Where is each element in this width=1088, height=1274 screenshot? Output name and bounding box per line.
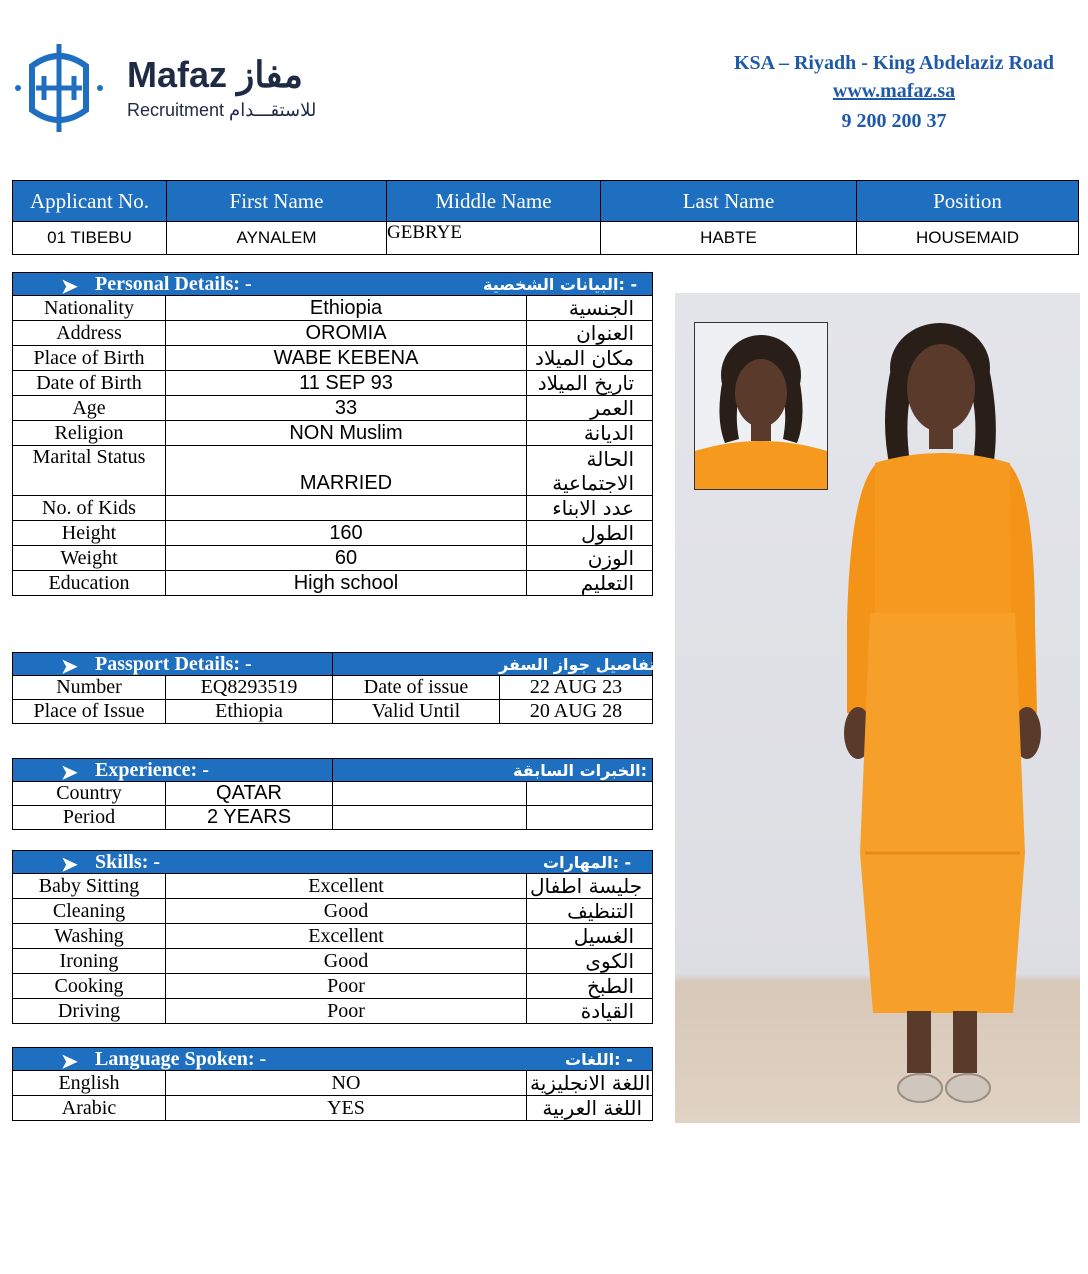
language-value: NO (166, 1071, 527, 1096)
personal-details-header (13, 273, 653, 296)
issue-date-label: Date of issue (333, 676, 500, 700)
company-address: KSA – Riyadh - King Abdelaziz Road (733, 52, 1055, 74)
languages-table (12, 1047, 653, 1121)
weight-label: Weight (13, 546, 166, 571)
section-title: Passport Details: - (95, 653, 252, 675)
country-label: Country (13, 782, 166, 806)
skill-row (13, 874, 653, 899)
kids-label-ar: عدد الابناء (527, 496, 653, 521)
personal-row (13, 346, 653, 371)
section-title: Language Spoken: - (95, 1048, 267, 1070)
date-of-birth-label-ar: تاريخ الميلاد (527, 371, 653, 396)
height-label: Height (13, 521, 166, 546)
experience-row (13, 806, 653, 830)
section-title-ar: اللغات: - (565, 1050, 633, 1069)
arrow-icon: ➤ (61, 656, 78, 678)
marital-status-label-ar (527, 446, 653, 496)
skill-level: Good (166, 949, 527, 974)
kids-value (166, 496, 527, 521)
brand-subtitle: Recruitment للاستقـــدام (127, 100, 317, 120)
valid-until-label: Valid Until (333, 700, 500, 724)
language-label: Arabic (13, 1096, 166, 1121)
skill-label: Washing (13, 924, 166, 949)
passport-header (13, 653, 653, 676)
applicant-values-row (13, 222, 1079, 255)
skill-label-ar: الطبخ (527, 974, 653, 999)
marital-status-label: Marital Status (13, 446, 166, 496)
language-row (13, 1071, 653, 1096)
height-label-ar: الطول (527, 521, 653, 546)
languages-header (13, 1048, 653, 1071)
period-value: 2 YEARS (166, 806, 333, 830)
address-value: OROMIA (166, 321, 527, 346)
section-title-ar: الخبرات السابقة: - (513, 761, 660, 780)
header-position: Position (857, 181, 1079, 222)
skill-label: Cleaning (13, 899, 166, 924)
place-of-birth-label: Place of Birth (13, 346, 166, 371)
nationality-label: Nationality (13, 296, 166, 321)
skill-row (13, 999, 653, 1024)
arrow-icon: ➤ (61, 1051, 78, 1073)
section-title-ar: تفاصيل جواز السفر: - (499, 655, 675, 674)
skill-level: Excellent (166, 924, 527, 949)
mafaz-emblem-icon (14, 36, 114, 140)
skill-label: Ironing (13, 949, 166, 974)
skill-label-ar: جليسة اطفال (527, 874, 653, 899)
header-applicant-no: Applicant No. (13, 181, 167, 222)
language-label-ar: اللغة الانجليزية (527, 1071, 653, 1096)
place-of-birth-label-ar: مكان الميلاد (527, 346, 653, 371)
personal-row (13, 571, 653, 596)
date-of-birth-value: 11 SEP 93 (166, 371, 527, 396)
header-middle-name: Middle Name (387, 181, 601, 222)
personal-details-table (12, 272, 653, 596)
section-title: Experience: - (95, 759, 209, 781)
skill-row (13, 949, 653, 974)
empty-cell (333, 806, 527, 830)
marital-ar-line1: الحالة (586, 446, 635, 471)
passport-photo (694, 322, 828, 490)
age-label: Age (13, 396, 166, 421)
empty-cell (527, 782, 653, 806)
country-value: QATAR (166, 782, 333, 806)
portrait-icon (695, 323, 827, 489)
language-label-ar: اللغة العربية (527, 1096, 653, 1121)
language-value: YES (166, 1096, 527, 1121)
arrow-icon: ➤ (61, 276, 78, 298)
empty-cell (527, 806, 653, 830)
passport-number: EQ8293519 (166, 676, 333, 700)
experience-table (12, 758, 660, 830)
last-name: HABTE (601, 222, 857, 255)
skill-level: Good (166, 899, 527, 924)
middle-name: GEBRYE (387, 222, 601, 255)
applicant-no: 01 TIBEBU (13, 222, 167, 255)
passport-row (13, 676, 653, 700)
section-title-ar: المهارات: - (543, 853, 632, 872)
section-title-ar: البيانات الشخصية: - (483, 275, 638, 294)
height-value: 160 (166, 521, 527, 546)
date-of-birth-label: Date of Birth (13, 371, 166, 396)
experience-header (13, 759, 653, 782)
period-label: Period (13, 806, 166, 830)
religion-label-ar: الديانة (527, 421, 653, 446)
skill-label: Cooking (13, 974, 166, 999)
applicant-table (12, 180, 1079, 255)
passport-details-table (12, 652, 675, 724)
company-phone: 9 200 200 37 (841, 110, 947, 132)
weight-label-ar: الوزن (527, 546, 653, 571)
skill-label: Baby Sitting (13, 874, 166, 899)
language-label: English (13, 1071, 166, 1096)
education-label-ar: التعليم (527, 571, 653, 596)
address-label-ar: العنوان (527, 321, 653, 346)
personal-row (13, 371, 653, 396)
applicant-header-row (13, 181, 1079, 222)
age-label-ar: العمر (527, 396, 653, 421)
age-value: 33 (166, 396, 527, 421)
empty-cell (333, 782, 527, 806)
experience-row (13, 782, 653, 806)
personal-row (13, 446, 653, 496)
brand-name: Mafaz مفاز (127, 54, 303, 95)
language-row (13, 1096, 653, 1121)
section-title: Skills: - (95, 851, 161, 873)
personal-row (13, 321, 653, 346)
company-logo (14, 36, 334, 140)
section-title: Personal Details: - (95, 273, 252, 295)
personal-row (13, 421, 653, 446)
header-last-name: Last Name (601, 181, 857, 222)
personal-row (13, 546, 653, 571)
company-website-link[interactable]: www.mafaz.sa (832, 80, 956, 102)
skill-row (13, 974, 653, 999)
skill-label: Driving (13, 999, 166, 1024)
valid-until: 20 AUG 28 (500, 700, 653, 724)
place-of-birth-value: WABE KEBENA (166, 346, 527, 371)
religion-value: NON Muslim (166, 421, 527, 446)
skill-level: Excellent (166, 874, 527, 899)
header-first-name: First Name (167, 181, 387, 222)
skill-label-ar: الكوى (527, 949, 653, 974)
passport-row (13, 700, 653, 724)
personal-row (13, 296, 653, 321)
passport-number-label: Number (13, 676, 166, 700)
arrow-icon: ➤ (61, 854, 78, 876)
marital-ar-line2: الاجتماعية (552, 470, 635, 495)
position: HOUSEMAID (857, 222, 1079, 255)
skill-label-ar: الغسيل (527, 924, 653, 949)
skill-label-ar: القيادة (527, 999, 653, 1024)
nationality-label-ar: الجنسية (527, 296, 653, 321)
place-of-issue-label: Place of Issue (13, 700, 166, 724)
skill-level: Poor (166, 974, 527, 999)
skill-label-ar: التنظيف (527, 899, 653, 924)
nationality-value: Ethiopia (166, 296, 527, 321)
skills-table (12, 850, 653, 1024)
skill-row (13, 899, 653, 924)
personal-row (13, 396, 653, 421)
education-label: Education (13, 571, 166, 596)
arrow-icon: ➤ (61, 762, 78, 784)
address-label: Address (13, 321, 166, 346)
skill-row (13, 924, 653, 949)
marital-status-value: MARRIED (166, 446, 527, 496)
personal-row (13, 496, 653, 521)
place-of-issue: Ethiopia (166, 700, 333, 724)
skills-header (13, 851, 653, 874)
religion-label: Religion (13, 421, 166, 446)
skill-level: Poor (166, 999, 527, 1024)
kids-label: No. of Kids (13, 496, 166, 521)
issue-date: 22 AUG 23 (500, 676, 653, 700)
first-name: AYNALEM (167, 222, 387, 255)
personal-row (13, 521, 653, 546)
education-value: High school (166, 571, 527, 596)
weight-value: 60 (166, 546, 527, 571)
